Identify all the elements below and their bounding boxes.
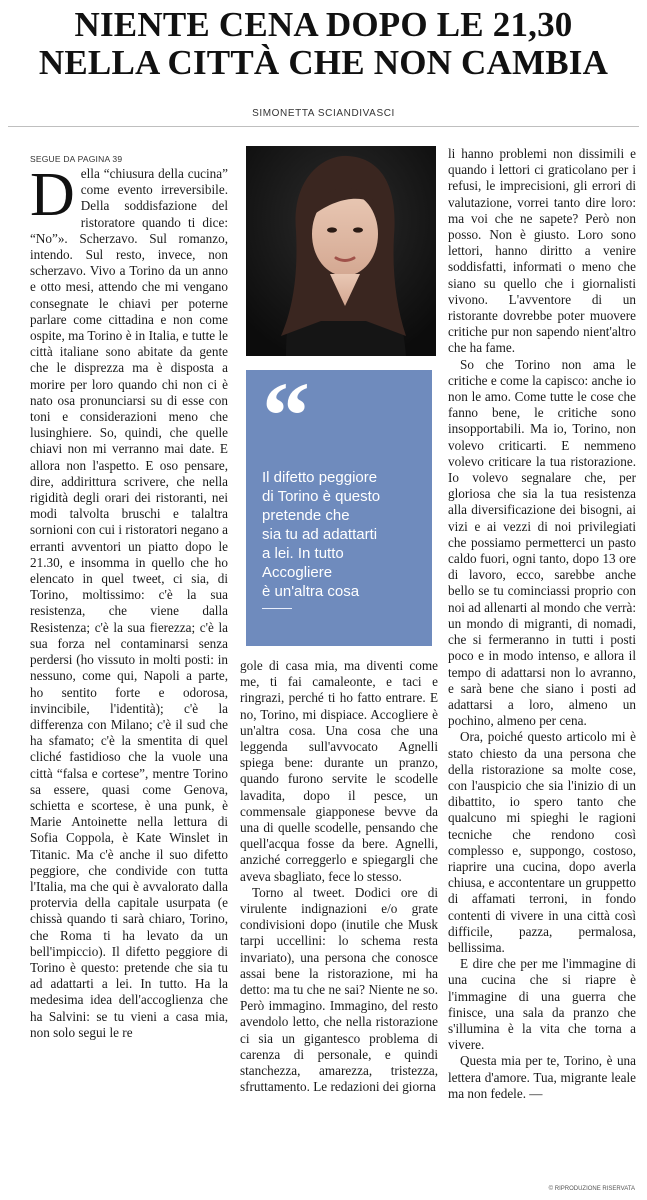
- drop-cap: D: [30, 166, 75, 229]
- copyright-notice: © RIPRODUZIONE RISERVATA: [548, 1186, 635, 1192]
- article-column-left: [30, 166, 228, 1178]
- article-paragraph: Ora, poiché questo articolo mi è stato chiesto da una persona che della ristorazione sa molte cose, con l'auspicio che sia l'inizio di un dibattito, io spero tanto che qualcuno mi spieghi le ragioni tecniche che rendono così complesso e, suppongo, costoso, riaprire una cucina, dopo averla chiusa, e accontentare un gruppetto di affamati terroni, in fondo contenti di vivere in una città così difficile, pazza, permalosa, bellissima.: [448, 729, 636, 955]
- quote-mark-icon: “: [262, 362, 310, 469]
- article-column-middle: [240, 658, 438, 1178]
- pull-quote-line: di Torino è questo: [262, 488, 381, 505]
- article-column-right: [448, 146, 636, 1176]
- pull-quote-line: Il difetto peggiore: [262, 469, 378, 486]
- article-paragraph: li hanno problemi non dissimili e quando i lettori ci graticolano per i refusi, le imprecisioni, gli errori di valutazione, vorrei tanto dire loro: ma voi che ne sapete? Però non posso. Non è giusto. Loro sono lettori, hanno diritto a venire soddisfatti, informati o meno che siano su quello che i giornalisti vivono. L'avventore di un ristorante dovrebbe poter muovere critiche pur non sapendo nient'altro che ha fame.: [448, 146, 636, 356]
- pull-quote-line: a lei. In tutto: [262, 545, 344, 562]
- article-paragraph: [30, 166, 228, 1041]
- portrait-image: [246, 146, 436, 356]
- article-paragraph: Questa mia per te, Torino, è una lettera d'amore. Tua, migrante leale ma non fedele. —: [448, 1053, 636, 1101]
- pull-quote-line: sia tu ad adattarti: [262, 526, 378, 543]
- article-paragraph: gole di casa mia, ma diventi come me, ti fai camaleonte, e taci e ringrazi, perché ti ho fatto entrare. E no, Torino, mi dispiace. Accogliere è un'altra cosa. Una cosa che una leggenda sull'avvocato Agnelli spiega bene: durante un pranzo, quando furono servite le scodelle lavadita, dopo il pesce, un commensale giapponese bevve da una di quelle scodelle, pensando che quell'acqua fosse da bere. Agnelli, anziché correggerlo e spiegargli che aveva sbagliato, fece lo stesso.: [240, 658, 438, 884]
- pull-quote-line: è un'altra cosa: [262, 583, 360, 600]
- article-paragraph: So che Torino non ama le critiche e come la capisco: anche io non le amo. Come tutte le cose che fanno bene, le critiche sono insopportabili. Ma io, Torino, non volevo criticarti. E nemmeno volevo criticare la tua ristorazione. Io volevo segnalare che, per gloriosa che sia la tua resistenza alla diversificazione dei bisogni, ai vizi e ai vezzi di noi privilegiati che possiamo permetterci un pasto caldo fuori, ogni tanto, dopo 13 ore di lavoro, ecco, sarebbe anche bello se tu cominciassi proprio con noi ad allenarti al mondo che verrà: un mondo di migranti, di nomadi, che si fermeranno in tutti i posti poco e in modo intenso, e allora il tempo di adattarsi non lo avranno, e sarà bene che siano i posti ad adattarsi a loro, almeno un pochino, almeno per cena.: [448, 356, 636, 729]
- pull-quote-line: Accogliere: [262, 564, 333, 581]
- header-divider: [8, 126, 639, 127]
- article-paragraph: E dire che per me l'immagine di una cucina che si riapre è l'immagine di una guerra che finisce, una sala da pranzo che s'illumina è la vita che torna a vivere.: [448, 956, 636, 1053]
- continued-from-label: SEGUE DA PAGINA 39: [30, 154, 123, 164]
- author-photo: [246, 146, 436, 356]
- pull-quote-text: [262, 468, 430, 601]
- pull-quote-line: pretende che: [262, 507, 350, 524]
- pull-quote-divider: [262, 608, 292, 609]
- article-text: ella “chiusura della cucina” come evento irreversibile. Della soddisfazione del ristoratore quando ti dice: “No”». Scherzavo. Sul romanzo, intendo. Sul resto, invece, non scherzavo. Vivo a Torino da un anno e otto mesi, attendo che mi vengano consegnate le chiavi per poterne parlare come cittadina e non come ospite, ma Torino è in Italia, e tutte le città italiane sono abitate da gente che le disprezza ma è disposta a morire per loro quando chi non ci è nato osa pronunciarsi su di esse con toni e considerazioni meno che lusinghiere. So, quindi, che quelle chiavi non mi verranno mai date. E allora non l'aspetto. E oso pensare, dire, addirittura scrivere, che nella rigidità degli orari dei ristoranti, nei modi talvolta bruschi e talaltra sornioni con cui i ristoratori negano a erranti avventori un piatto dopo le 21.30, e insomma in quello che ho elencato in quel tweet, ci sia, di Torino, moltissimo: c'è la sua resistenza, che viene dalla Resistenza; c'è la sua fierezza; c'è la sua forza nel contaminarsi senza perdersi (ho vissuto in molti posti: in nessuno, come qui, Napoli a parte, ho sentito forte e odorosa, invincibile, l'identità); c'è la differenza con Milano; c'è il sud che ha sfamato; c'è la smentita di quel cliché fastidioso che la vuole una città “falsa e cortese”, mentre Torino sa essere, quasi come Genova, schietta e scortese, è una punk, è Marie Antoinette nella lettura di Sofia Coppola, è Kate Winslet in Titanic. Ma c'è anche il suo difetto peggiore, che condivide con tutta l'Italia, ma che qui è avvalorato dalla protervia della capitale usurpata (e chissà quando ti sarà chiaro, Torino, che Roma ti ha levato da un bell'impiccio). Il difetto peggiore di Torino è questo: pretende che sia tu ad adattarti a lei. In tutto. Ha la medesima idea dell'accoglienza che ha Salvini: se tu vieni a casa mia, non solo segui le re: [30, 166, 228, 1040]
- headline-line-1: NIENTE CENA DOPO LE 21,30: [74, 5, 573, 44]
- pull-quote-box: [246, 362, 432, 646]
- article-paragraph: Torno al tweet. Dodici ore di virulente indignazioni e/o grate condivisioni dopo (inutile che Musk tarpi uccellini: lo schema resta invariato), una persona che conosce assai bene la ristorazione, mi ha detto: ma tu che ne sai? Niente ne so. Però immagino. Immagino, del resto avendolo letto, che nella ristorazione ci sia un gigantesco problema di carenza di personale, e quindi stanchezza, amarezza, tristezza, sfruttamento. Le redazioni dei giorna: [240, 884, 438, 1095]
- headline-line-2: NELLA CITTÀ CHE NON CAMBIA: [38, 43, 609, 82]
- byline: SIMONETTA SCIANDIVASCI: [252, 108, 395, 119]
- headline: [10, 6, 637, 82]
